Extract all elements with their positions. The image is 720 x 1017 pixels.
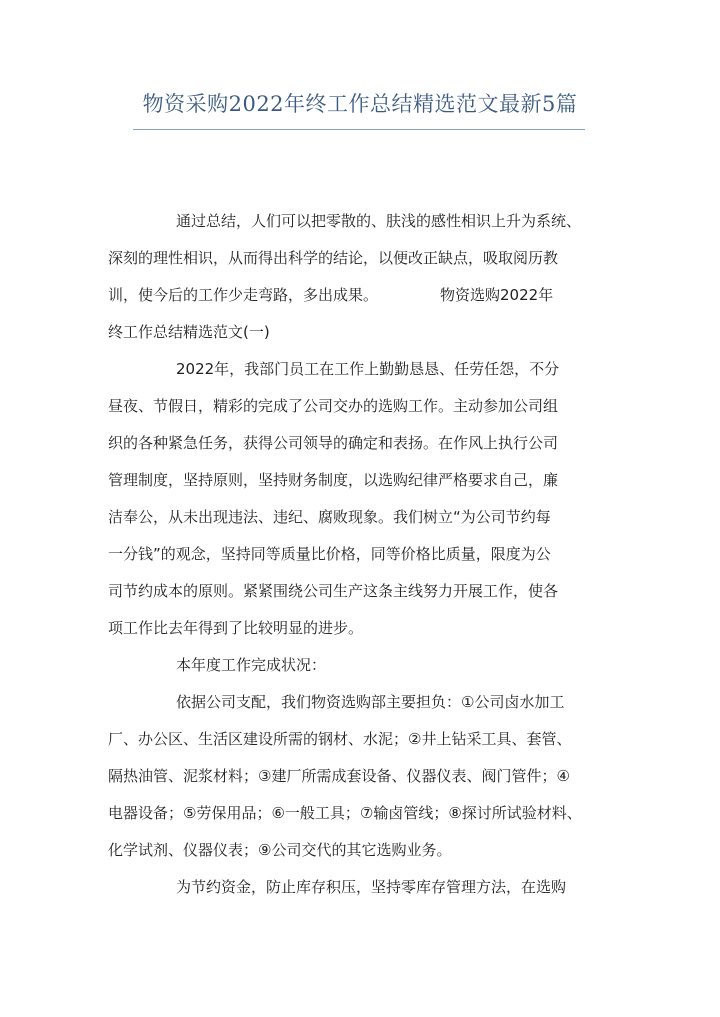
paragraph-line: 通过总结，人们可以把零散的、肤浅的感性相识上升为系统、 — [176, 212, 582, 230]
paragraph-line: 为节约资金，防止库存积压，坚持零库存管理方法，在选购 — [176, 878, 567, 896]
paragraph-line: 依据公司支配，我们物资选购部主要担负：①公司卤水加工 — [176, 693, 565, 711]
paragraph-line: 管理制度，坚持原则，坚持财务制度，以选购纪律严格要求自己，廉 — [108, 471, 559, 489]
paragraph-line: 2022年，我部门员工在工作上勤勤恳恳、任劳任怨，不分 — [176, 360, 560, 378]
document-title: 物资采购2022年终工作总结精选范文最新5篇 — [142, 92, 578, 116]
paragraph-line: 司节约成本的原则。紧紧围绕公司生产这条主线努力开展工作，使各 — [108, 582, 559, 600]
paragraph-line: 洁奉公，从未出现违法、违纪、腐败现象。我们树立“为公司节约每 — [108, 508, 551, 526]
paragraph-line: 深刻的理性相识，从而得出科学的结论，以便改正缺点，吸取阅历教 — [108, 249, 559, 267]
section-heading-end: 终工作总结精选范文(一) — [108, 323, 270, 341]
paragraph-line: 化学试剂、仪器仪表；⑨公司交代的其它选购业务。 — [108, 841, 452, 859]
paragraph-line: 织的各种紧急任务，获得公司领导的确定和表扬。在作风上执行公司 — [108, 434, 559, 452]
paragraph-line-text: 训，使今后的工作少走弯路，多出成果。 — [108, 286, 379, 304]
paragraph-line — [108, 277, 618, 314]
paragraph-line: 项工作比去年得到了比较明显的进步。 — [108, 619, 364, 637]
paragraph-line: 昼夜、节假日，精彩的完成了公司交办的选购工作。主动参加公司组 — [108, 397, 559, 415]
subheading: 本年度工作完成状况： — [176, 656, 327, 674]
title-underline — [133, 129, 585, 130]
section-heading-start: 物资选购2022年 — [440, 286, 554, 304]
paragraph-line: 隔热油管、泥浆材料；③建厂所需成套设备、仪器仪表、阀门管件；④ — [108, 767, 570, 785]
paragraph-line: 电器设备；⑤劳保用品；⑥一般工具；⑦输卤管线；⑧探讨所试验材料、 — [108, 804, 582, 822]
document-body — [108, 203, 618, 906]
paragraph-line: 一分钱”的观念，坚持同等质量比价格，同等价格比质量，限度为公 — [108, 545, 551, 563]
paragraph-line: 厂、办公区、生活区建设所需的钢材、水泥；②井上钻采工具、套管、 — [108, 730, 572, 748]
